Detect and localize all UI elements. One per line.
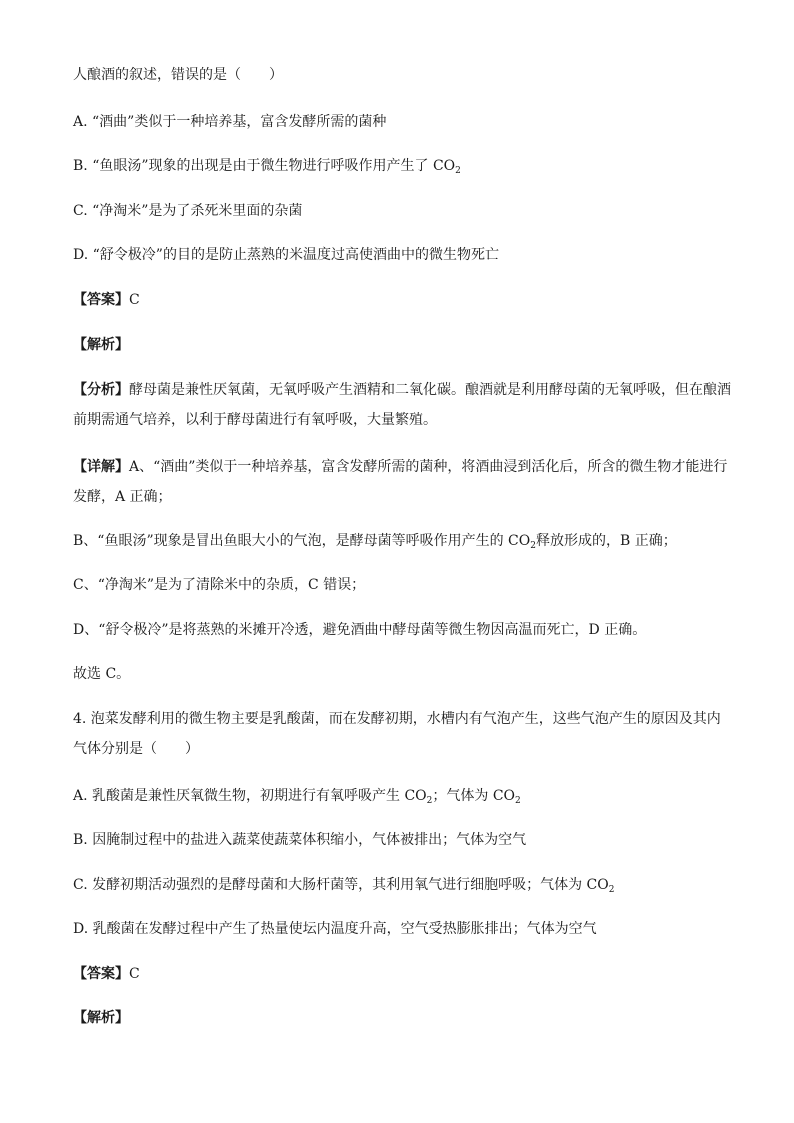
q3-option-b-text: B. “鱼眼汤”现象的出现是由于微生物进行呼吸作用产生了 CO	[73, 158, 456, 174]
q4-answer-tag: 【答案】	[73, 966, 129, 982]
q3-fenxi	[73, 375, 733, 435]
q3-xiangjie-c: C、“净淘米”是为了清除米中的杂质，C 错误；	[73, 577, 366, 593]
q4-answer-value: C	[129, 966, 140, 982]
q4-option-a-sub1: 2	[426, 796, 433, 806]
q3-option-c: C. “净淘米”是为了杀死米里面的杂菌	[73, 203, 303, 219]
q3-analysis-tag	[73, 336, 733, 354]
q3-option-b-sub: 2	[455, 166, 461, 176]
q3-conclusion: 故选 C。	[73, 666, 131, 682]
q3-fenxi-text: 酵母菌是兼性厌氧菌，无氧呼吸产生酒精和二氧化碳。酿酒就是利用酵母菌的无氧呼吸，但在酿酒前期需通气培养，以利于酵母菌进行有氧呼吸，大量繁殖。	[73, 382, 731, 428]
q3-stem-tail: 人酿酒的叙述，错误的是（ ）	[73, 67, 283, 83]
q4-analysis-label: 【解析】	[73, 1010, 129, 1026]
q3-answer-value: C	[129, 292, 140, 308]
q3-xiangjie-b-sub: 2	[530, 541, 536, 551]
q3-xiangjie-b	[73, 532, 733, 550]
q3-answer-tag: 【答案】	[73, 292, 129, 308]
q3-xiangjie-a	[73, 452, 733, 512]
q3-option-b	[73, 157, 733, 175]
q4-option-c	[73, 876, 733, 894]
q4-option-a	[73, 787, 733, 805]
q3-xiangjie-b-post: 释放形成的，B 正确；	[535, 533, 677, 549]
q3-xiangjie-a-text: A、“酒曲”类似于一种培养基，富含发酵所需的菌种，将酒曲浸到活化后，所含的微生物才能进行发酵，A 正确；	[73, 459, 728, 505]
q3-option-d: D. “舒令极冷”的目的是防止蒸熟的米温度过高使酒曲中的微生物死亡	[73, 247, 499, 263]
q3-fenxi-tag: 【分析】	[73, 382, 129, 398]
q3-analysis-label: 【解析】	[73, 337, 129, 353]
q4-stem: 4. 泡菜发酵利用的微生物主要是乳酸菌，而在发酵初期，水槽内有气泡产生，这些气泡产生的原因及其内气体分别是（ ）	[73, 711, 721, 757]
q4-option-a-mid: ；气体为 CO	[432, 788, 516, 804]
q3-xiangjie-d: D、“舒令极冷”是将蒸熟的米摊开冷透，避免酒曲中酵母菌等微生物因高温而死亡，D 正确。	[73, 622, 647, 638]
q4-option-d: D. 乳酸菌在发酵过程中产生了热量使坛内温度升高，空气受热膨胀排出；气体为空气	[73, 921, 597, 937]
q4-option-a-pre: A. 乳酸菌是兼性厌氧微生物，初期进行有氧呼吸产生 CO	[73, 788, 427, 804]
q4-option-c-sub: 2	[608, 885, 615, 895]
q4-answer	[73, 965, 733, 983]
q3-option-a: A. “酒曲”类似于一种培养基，富含发酵所需的菌种	[73, 114, 387, 130]
q3-xiangjie-b-pre: B、“鱼眼汤”现象是冒出鱼眼大小的气泡，是酵母菌等呼吸作用产生的 CO	[73, 533, 531, 549]
q3-xiangjie-tag: 【详解】	[73, 459, 129, 475]
q4-option-a-sub2: 2	[515, 796, 521, 806]
q4-option-b: B. 因腌制过程中的盐进入蔬菜使蔬菜体积缩小，气体被排出；气体为空气	[73, 832, 527, 848]
q4-analysis-tag	[73, 1009, 733, 1027]
q3-answer	[73, 291, 733, 309]
q4-option-c-pre: C. 发酵初期活动强烈的是酵母菌和大肠杆菌等，其利用氧气进行细胞呼吸；气体为 CO	[73, 877, 609, 893]
